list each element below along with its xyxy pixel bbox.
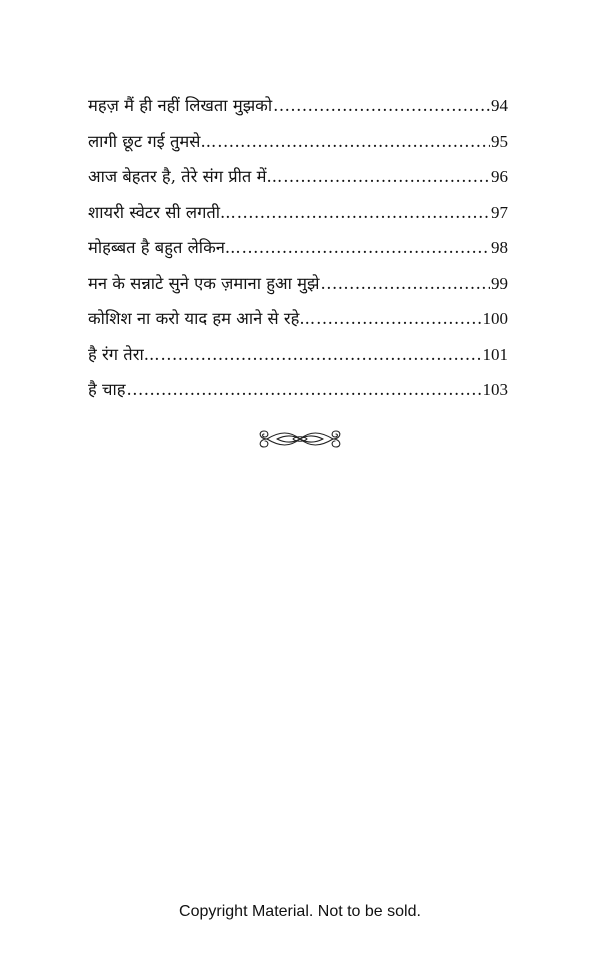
- toc-entry-page: 100: [482, 309, 508, 328]
- toc-entry-title: मोहब्बत है बहुत लेकिन...: [88, 238, 241, 257]
- toc-leader-dots: [160, 337, 481, 373]
- toc-entry-page: 103: [482, 380, 508, 399]
- toc-entry[interactable]: [88, 230, 508, 266]
- toc-entry-title: मन के सन्नाटे सुने एक ज़माना हुआ मुझे: [88, 273, 320, 293]
- toc-entry[interactable]: [88, 88, 508, 124]
- toc-entry[interactable]: [88, 266, 508, 302]
- toc-entry[interactable]: [88, 159, 508, 195]
- toc-entry[interactable]: [88, 301, 508, 337]
- toc-leader-dots: [316, 301, 481, 337]
- toc-entry-page: 94: [491, 96, 508, 115]
- toc-entry-title: आज बेहतर है, तेरे संग प्रीत में...: [88, 167, 283, 186]
- toc-leader-dots: [273, 88, 490, 124]
- toc-entry[interactable]: [88, 124, 508, 160]
- table-of-contents: [88, 88, 508, 408]
- toc-entry-title: है रंग तेरा...: [88, 344, 160, 364]
- toc-entry[interactable]: [88, 337, 508, 373]
- flourish-divider-icon: [255, 426, 345, 452]
- toc-entry-title: कोशिश ना करो याद हम आने से रहे...: [88, 309, 316, 328]
- copyright-notice: Copyright Material. Not to be sold.: [179, 903, 421, 920]
- toc-entry-title: शायरी स्वेटर सी लगती...: [88, 202, 236, 222]
- toc-leader-dots: [217, 124, 490, 160]
- toc-entry-page: 95: [491, 131, 508, 151]
- toc-entry-page: 101: [482, 344, 508, 364]
- toc-leader-dots: [283, 159, 490, 195]
- toc-entry-title: महज़ मैं ही नहीं लिखता मुझको: [88, 96, 273, 115]
- toc-entry[interactable]: [88, 372, 508, 408]
- toc-leader-dots: [242, 230, 490, 266]
- toc-entry-page: 96: [491, 167, 508, 186]
- toc-entry-page: 97: [491, 202, 508, 222]
- toc-leader-dots: [320, 266, 490, 302]
- toc-entry-title: लागी छूट गई तुमसे...: [88, 131, 217, 151]
- toc-entry-page: 99: [491, 273, 508, 293]
- toc-entry[interactable]: [88, 195, 508, 231]
- toc-leader-dots: [127, 372, 482, 408]
- toc-leader-dots: [237, 195, 490, 231]
- toc-entry-title: है चाह: [88, 380, 126, 399]
- toc-entry-page: 98: [491, 238, 508, 257]
